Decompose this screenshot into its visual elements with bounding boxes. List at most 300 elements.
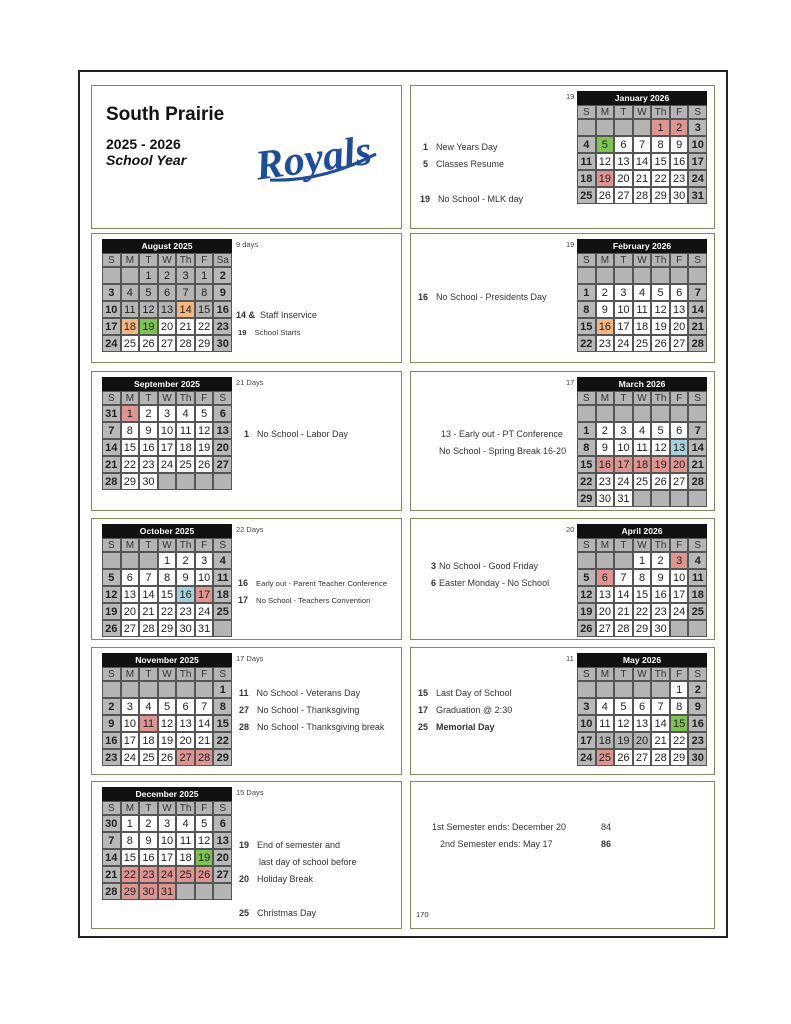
- may-calendar: [577, 653, 707, 766]
- calendar-day: 17: [614, 456, 633, 473]
- semester-2-days: 86: [601, 839, 612, 849]
- calendar-day: 17: [688, 153, 707, 170]
- calendar-day: 1: [577, 422, 596, 439]
- calendar-day: 24: [670, 603, 689, 620]
- calendar-day: 24: [614, 335, 633, 352]
- apr-event-1: 3 No School - Good Friday: [431, 561, 539, 571]
- calendar-day: 15: [121, 849, 140, 866]
- logo-text: Royals: [252, 127, 375, 190]
- calendar-day: 11: [577, 153, 596, 170]
- calendar-day: 26: [651, 473, 670, 490]
- may-weekday-header: [577, 667, 707, 681]
- calendar-day: [139, 552, 158, 569]
- semester-1-days: 84: [601, 822, 612, 832]
- calendar-day: [195, 473, 214, 490]
- week-row: [577, 301, 707, 318]
- calendar-day: 2: [158, 267, 177, 284]
- calendar-day: 20: [670, 318, 689, 335]
- week-row: [577, 473, 707, 490]
- weekday-label: S: [688, 391, 707, 405]
- week-row: [577, 153, 707, 170]
- calendar-day: [614, 405, 633, 422]
- calendar-day: [651, 267, 670, 284]
- calendar-day: [102, 267, 121, 284]
- calendar-day: 8: [158, 569, 177, 586]
- calendar-day: 6: [596, 569, 615, 586]
- weekday-label: S: [688, 667, 707, 681]
- weekday-label: Th: [651, 538, 670, 552]
- school-years: 2025 - 2026: [106, 136, 181, 152]
- calendar-day: 6: [670, 284, 689, 301]
- november-calendar: [102, 653, 232, 766]
- calendar-day: 2: [139, 405, 158, 422]
- calendar-day: [577, 267, 596, 284]
- calendar-day: [633, 490, 652, 507]
- calendar-day: 5: [614, 698, 633, 715]
- calendar-day: 7: [614, 569, 633, 586]
- calendar-day: 4: [633, 422, 652, 439]
- calendar-day: [195, 883, 214, 900]
- calendar-day: [651, 490, 670, 507]
- calendar-day: 24: [688, 170, 707, 187]
- calendar-day: 4: [596, 698, 615, 715]
- weekday-label: W: [158, 391, 177, 405]
- calendar-day: 27: [176, 749, 195, 766]
- calendar-day: 18: [121, 318, 140, 335]
- calendar-day: 2: [670, 119, 689, 136]
- header-panel: [91, 85, 402, 229]
- calendar-day: 1: [139, 267, 158, 284]
- february-calendar: [577, 239, 707, 352]
- calendar-day: 2: [651, 552, 670, 569]
- calendar-day: 18: [577, 170, 596, 187]
- calendar-day: 12: [596, 153, 615, 170]
- calendar-day: 10: [195, 569, 214, 586]
- week-row: [577, 620, 707, 637]
- calendar-day: 17: [102, 318, 121, 335]
- calendar-day: 25: [121, 335, 140, 352]
- calendar-day: 19: [158, 732, 177, 749]
- weekday-label: W: [158, 667, 177, 681]
- calendar-day: 15: [121, 439, 140, 456]
- weekday-label: S: [102, 253, 121, 267]
- calendar-day: 28: [102, 883, 121, 900]
- calendar-day: [633, 267, 652, 284]
- calendar-day: 6: [633, 698, 652, 715]
- calendar-day: 23: [596, 335, 615, 352]
- calendar-day: 18: [176, 849, 195, 866]
- calendar-day: 30: [139, 883, 158, 900]
- calendar-day: 31: [614, 490, 633, 507]
- calendar-day: 21: [176, 318, 195, 335]
- calendar-day: 23: [139, 456, 158, 473]
- dec-weekday-header: [102, 801, 232, 815]
- week-row: [102, 267, 232, 284]
- calendar-day: 27: [670, 473, 689, 490]
- calendar-day: 22: [633, 603, 652, 620]
- calendar-day: 23: [139, 866, 158, 883]
- calendar-day: 25: [577, 187, 596, 204]
- calendar-day: 21: [651, 732, 670, 749]
- calendar-day: 20: [670, 456, 689, 473]
- calendar-day: 11: [688, 569, 707, 586]
- jan-calendar-title: January 2026: [577, 91, 707, 105]
- weekday-label: W: [633, 667, 652, 681]
- weekday-label: S: [577, 667, 596, 681]
- weekday-label: T: [139, 667, 158, 681]
- calendar-day: 12: [102, 586, 121, 603]
- mar-event-1: 13 - Early out - PT Conference: [441, 429, 563, 439]
- calendar-day: 1: [577, 284, 596, 301]
- calendar-day: [121, 681, 140, 698]
- calendar-day: 16: [139, 849, 158, 866]
- calendar-day: 24: [121, 749, 140, 766]
- calendar-day: 9: [213, 284, 232, 301]
- weekday-label: T: [139, 538, 158, 552]
- calendar-day: 2: [596, 422, 615, 439]
- week-row: [577, 552, 707, 569]
- calendar-day: 27: [596, 620, 615, 637]
- week-row: [102, 883, 232, 900]
- aug-event-2: 19 School Starts: [238, 328, 301, 337]
- weekday-label: F: [195, 253, 214, 267]
- calendar-day: 25: [633, 473, 652, 490]
- calendar-day: 13: [158, 301, 177, 318]
- calendar-day: 11: [213, 569, 232, 586]
- week-row: [102, 620, 232, 637]
- december-days: 15 Days: [236, 788, 264, 797]
- oct-event-2: 17 No School - Teachers Convention: [238, 595, 371, 605]
- calendar-day: 22: [577, 335, 596, 352]
- calendar-day: 14: [139, 586, 158, 603]
- december-calendar: [102, 787, 232, 900]
- calendar-day: [614, 267, 633, 284]
- calendar-day: [688, 620, 707, 637]
- calendar-day: 18: [213, 586, 232, 603]
- week-row: [102, 815, 232, 832]
- calendar-day: [577, 119, 596, 136]
- november-panel: [91, 647, 402, 775]
- calendar-day: 4: [176, 405, 195, 422]
- calendar-day: 10: [102, 301, 121, 318]
- week-row: [577, 698, 707, 715]
- weekday-label: F: [195, 538, 214, 552]
- dec-event-3: 20 Holiday Break: [239, 874, 314, 884]
- week-row: [577, 569, 707, 586]
- january-calendar: [577, 91, 707, 204]
- calendar-day: 4: [139, 698, 158, 715]
- calendar-day: 22: [651, 170, 670, 187]
- calendar-day: 4: [688, 552, 707, 569]
- weekday-label: S: [213, 391, 232, 405]
- weekday-label: S: [688, 538, 707, 552]
- calendar-day: 27: [670, 335, 689, 352]
- calendar-day: 27: [213, 866, 232, 883]
- calendar-day: 2: [176, 552, 195, 569]
- mar-calendar-title: March 2026: [577, 377, 707, 391]
- calendar-day: 1: [651, 119, 670, 136]
- week-row: [102, 749, 232, 766]
- week-row: [577, 490, 707, 507]
- calendar-day: 20: [596, 603, 615, 620]
- calendar-day: 16: [102, 732, 121, 749]
- weekday-label: Th: [176, 391, 195, 405]
- calendar-day: 13: [176, 715, 195, 732]
- weekday-label: M: [596, 253, 615, 267]
- calendar-day: [651, 405, 670, 422]
- calendar-day: 2: [688, 681, 707, 698]
- calendar-day: 9: [596, 439, 615, 456]
- calendar-day: 21: [688, 318, 707, 335]
- calendar-day: 26: [158, 749, 177, 766]
- calendar-day: 9: [651, 569, 670, 586]
- calendar-day: 28: [614, 620, 633, 637]
- calendar-day: 8: [121, 422, 140, 439]
- calendar-day: 16: [139, 439, 158, 456]
- calendar-day: 16: [596, 318, 615, 335]
- jan-event-2: 5 Classes Resume: [423, 159, 505, 169]
- calendar-day: 6: [213, 815, 232, 832]
- calendar-day: 7: [651, 698, 670, 715]
- weekday-label: Th: [651, 391, 670, 405]
- calendar-day: 19: [614, 732, 633, 749]
- calendar-day: 1: [121, 405, 140, 422]
- calendar-day: 11: [596, 715, 615, 732]
- calendar-day: 15: [633, 586, 652, 603]
- weekday-label: W: [158, 801, 177, 815]
- calendar-day: 25: [596, 749, 615, 766]
- may-event-1: 15 Last Day of School: [418, 688, 512, 698]
- calendar-day: 3: [158, 815, 177, 832]
- calendar-day: 12: [195, 832, 214, 849]
- week-row: [102, 866, 232, 883]
- calendar-day: 28: [195, 749, 214, 766]
- calendar-day: 29: [651, 187, 670, 204]
- calendar-day: 9: [596, 301, 615, 318]
- calendar-day: 20: [614, 170, 633, 187]
- calendar-day: 12: [577, 586, 596, 603]
- calendar-day: 2: [102, 698, 121, 715]
- week-row: [577, 456, 707, 473]
- calendar-day: 12: [195, 422, 214, 439]
- weekday-label: S: [102, 801, 121, 815]
- calendar-day: 16: [213, 301, 232, 318]
- feb-calendar-title: February 2026: [577, 239, 707, 253]
- royals-logo: [252, 124, 382, 196]
- september-calendar: [102, 377, 232, 490]
- calendar-day: 12: [651, 301, 670, 318]
- calendar-day: 14: [614, 586, 633, 603]
- calendar-day: 25: [688, 603, 707, 620]
- calendar-day: 30: [688, 749, 707, 766]
- may-event-2: 17 Graduation @ 2:30: [418, 705, 513, 715]
- calendar-day: 27: [158, 335, 177, 352]
- calendar-day: [596, 119, 615, 136]
- calendar-day: 4: [633, 284, 652, 301]
- calendar-day: 18: [596, 732, 615, 749]
- weekday-label: S: [102, 667, 121, 681]
- oct-weekday-header: [102, 538, 232, 552]
- calendar-day: 20: [213, 849, 232, 866]
- calendar-day: 4: [176, 815, 195, 832]
- calendar-day: 29: [213, 749, 232, 766]
- calendar-day: 11: [176, 422, 195, 439]
- calendar-day: 3: [121, 698, 140, 715]
- nov-calendar-title: November 2025: [102, 653, 232, 667]
- weekday-label: M: [596, 667, 615, 681]
- calendar-day: [670, 405, 689, 422]
- august-calendar: [102, 239, 232, 352]
- calendar-day: 11: [633, 301, 652, 318]
- calendar-day: 3: [102, 284, 121, 301]
- weekday-label: M: [121, 391, 140, 405]
- calendar-day: 24: [195, 603, 214, 620]
- calendar-day: [121, 267, 140, 284]
- aug-weekday-header: [102, 253, 232, 267]
- calendar-day: [577, 681, 596, 698]
- calendar-day: [158, 473, 177, 490]
- calendar-day: 16: [596, 456, 615, 473]
- calendar-day: 12: [614, 715, 633, 732]
- weekday-label: Th: [176, 801, 195, 815]
- calendar-day: 13: [670, 439, 689, 456]
- calendar-day: 11: [176, 832, 195, 849]
- calendar-day: 28: [688, 335, 707, 352]
- october-panel: [91, 518, 402, 640]
- weekday-label: S: [102, 538, 121, 552]
- weekday-label: T: [614, 538, 633, 552]
- mar-event-2: No School - Spring Break 16-20: [439, 446, 567, 456]
- calendar-day: 21: [633, 170, 652, 187]
- jan-event-3: 19 No School - MLK day: [420, 194, 524, 204]
- nov-event-1: 11 No School - Veterans Day: [239, 688, 361, 698]
- week-row: [577, 439, 707, 456]
- calendar-day: 29: [121, 883, 140, 900]
- calendar-day: 30: [596, 490, 615, 507]
- week-row: [577, 749, 707, 766]
- dec-event-2: last day of school before: [259, 857, 357, 867]
- week-row: [577, 405, 707, 422]
- calendar-day: 17: [121, 732, 140, 749]
- calendar-day: 11: [121, 301, 140, 318]
- calendar-day: [688, 490, 707, 507]
- week-row: [577, 284, 707, 301]
- calendar-day: [158, 681, 177, 698]
- calendar-day: 13: [213, 422, 232, 439]
- weekday-label: S: [577, 105, 596, 119]
- calendar-day: [213, 473, 232, 490]
- weekday-label: S: [577, 253, 596, 267]
- calendar-day: [176, 681, 195, 698]
- weekday-label: M: [121, 667, 140, 681]
- weekday-label: F: [670, 667, 689, 681]
- calendar-day: 19: [651, 318, 670, 335]
- weekday-label: M: [121, 538, 140, 552]
- calendar-day: 29: [158, 620, 177, 637]
- calendar-day: 22: [158, 603, 177, 620]
- calendar-day: 3: [614, 422, 633, 439]
- week-row: [102, 698, 232, 715]
- aug-calendar-title: August 2025: [102, 239, 232, 253]
- weekday-label: S: [688, 253, 707, 267]
- calendar-day: 5: [102, 569, 121, 586]
- weekday-label: M: [121, 801, 140, 815]
- weekday-label: W: [158, 253, 177, 267]
- calendar-day: 5: [195, 815, 214, 832]
- calendar-day: 3: [158, 405, 177, 422]
- calendar-day: [614, 681, 633, 698]
- weekday-label: F: [195, 391, 214, 405]
- total-days: 170: [416, 910, 429, 919]
- calendar-day: 14: [195, 715, 214, 732]
- calendar-day: [670, 620, 689, 637]
- calendar-day: 6: [121, 569, 140, 586]
- week-row: [577, 136, 707, 153]
- august-days: 9 days: [236, 240, 259, 249]
- calendar-day: 27: [633, 749, 652, 766]
- calendar-day: 5: [158, 698, 177, 715]
- semester-2-label: 2nd Semester ends: May 17: [440, 839, 553, 849]
- calendar-day: 19: [651, 456, 670, 473]
- weekday-label: S: [577, 391, 596, 405]
- calendar-day: 31: [195, 620, 214, 637]
- calendar-day: 8: [651, 136, 670, 153]
- calendar-day: 5: [577, 569, 596, 586]
- calendar-day: [614, 552, 633, 569]
- weekday-label: T: [139, 801, 158, 815]
- weekday-label: T: [614, 253, 633, 267]
- weekday-label: Th: [651, 105, 670, 119]
- calendar-day: 21: [614, 603, 633, 620]
- calendar-day: 8: [121, 832, 140, 849]
- calendar-day: 9: [139, 832, 158, 849]
- calendar-day: 25: [139, 749, 158, 766]
- apr-calendar-title: April 2026: [577, 524, 707, 538]
- calendar-day: [176, 473, 195, 490]
- calendar-day: 15: [195, 301, 214, 318]
- may-panel: [410, 647, 715, 775]
- calendar-day: 24: [102, 335, 121, 352]
- calendar-day: 20: [633, 732, 652, 749]
- calendar-day: 6: [158, 284, 177, 301]
- calendar-day: 1: [670, 681, 689, 698]
- calendar-day: 28: [688, 473, 707, 490]
- calendar-day: 31: [688, 187, 707, 204]
- weekday-label: S: [213, 667, 232, 681]
- calendar-day: 19: [195, 439, 214, 456]
- calendar-day: 26: [577, 620, 596, 637]
- calendar-day: 30: [176, 620, 195, 637]
- calendar-day: 5: [139, 284, 158, 301]
- calendar-day: 14: [633, 153, 652, 170]
- week-row: [102, 318, 232, 335]
- calendar-day: 2: [213, 267, 232, 284]
- november-days: 17 Days: [236, 654, 264, 663]
- calendar-day: 17: [577, 732, 596, 749]
- weekday-label: M: [596, 105, 615, 119]
- calendar-day: 25: [213, 603, 232, 620]
- calendar-day: 3: [577, 698, 596, 715]
- calendar-day: 11: [139, 715, 158, 732]
- calendar-day: [102, 681, 121, 698]
- calendar-day: [596, 681, 615, 698]
- calendar-day: [213, 620, 232, 637]
- calendar-day: [688, 405, 707, 422]
- calendar-day: 17: [158, 849, 177, 866]
- calendar-day: 3: [176, 267, 195, 284]
- calendar-day: 3: [670, 552, 689, 569]
- calendar-day: 10: [670, 569, 689, 586]
